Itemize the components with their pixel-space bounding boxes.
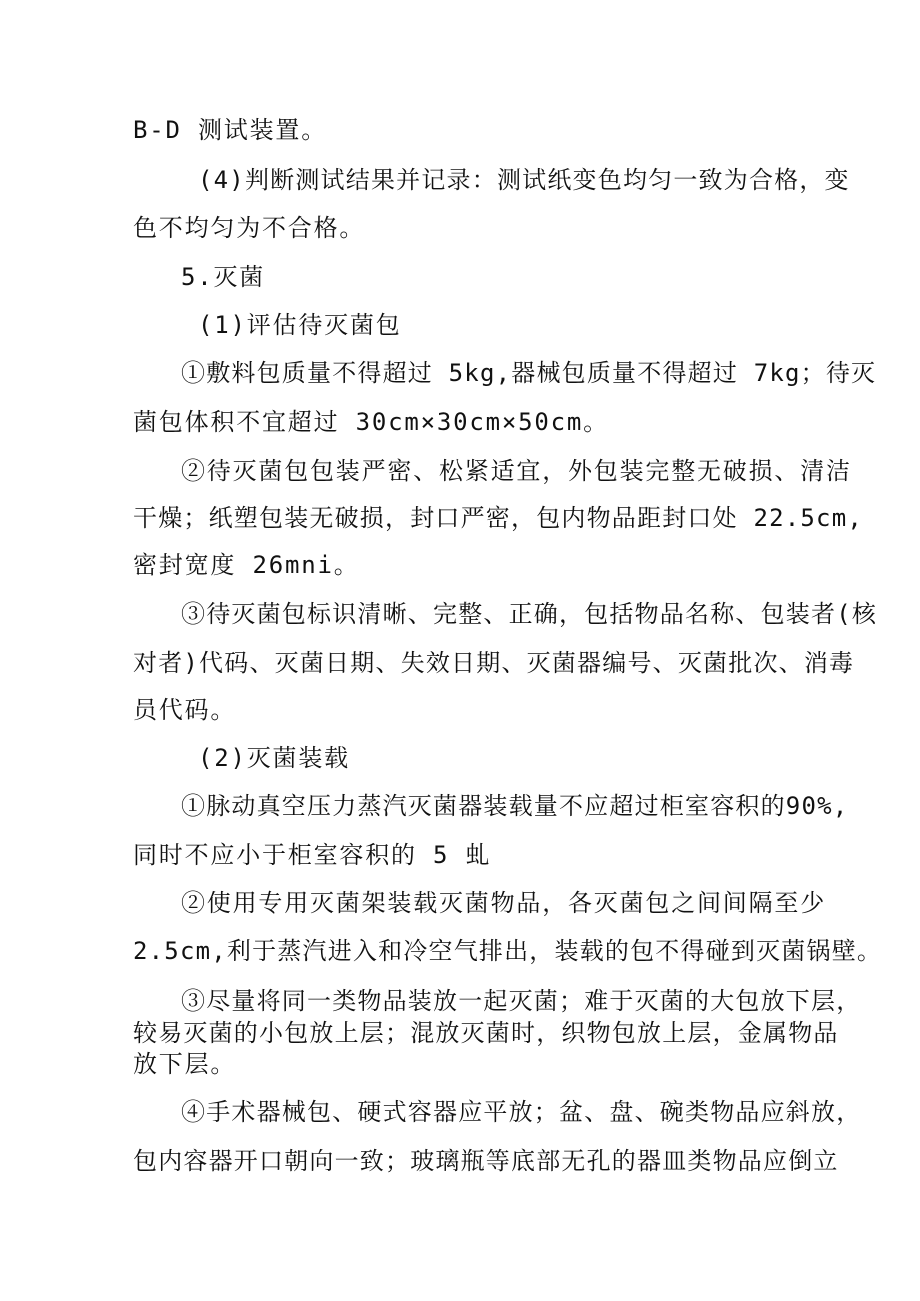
text-line-23: 包内容器开口朝向一致；玻璃瓶等底部无孔的器皿类物品应倒立 bbox=[133, 1147, 839, 1175]
subheading-1: (1)评估待灭菌包 bbox=[198, 311, 402, 339]
text-line-8: ②待灭菌包包装严密、松紧适宜，外包装完整无破损、清洁 bbox=[181, 457, 852, 485]
text-line-12: 对者)代码、灭菌日期、失效日期、灭菌器编号、灭菌批次、消毒 bbox=[133, 649, 855, 677]
text-line-16: 同时不应小于柜室容积的 5 虬 bbox=[133, 841, 492, 869]
text-line-21: 放下层。 bbox=[133, 1050, 237, 1078]
text-line-3: 色不均匀为不合格。 bbox=[133, 214, 366, 242]
text-line-15: ①脉动真空压力蒸汽灭菌器装载量不应超过柜室容积的90%, bbox=[181, 792, 849, 820]
text-line-17: ②使用专用灭菌架装载灭菌物品，各灭菌包之间间隔至少 bbox=[181, 889, 826, 917]
text-line-13: 员代码。 bbox=[133, 696, 237, 724]
text-line-6: ①敷料包质量不得超过 5kg,器械包质量不得超过 7kg；待灭 bbox=[181, 359, 877, 387]
text-line-1: B-D 测试装置。 bbox=[133, 116, 327, 144]
section-heading-5: 5.灭菌 bbox=[181, 263, 266, 291]
text-line-9: 干燥；纸塑包装无破损，封口严密，包内物品距封口处 22.5cm, bbox=[133, 504, 863, 532]
text-line-18: 2.5cm,利于蒸汽进入和冷空气排出，装载的包不得碰到灭菌锅壁。 bbox=[133, 937, 883, 965]
text-line-10: 密封宽度 26mni。 bbox=[133, 551, 360, 579]
text-line-2: (4)判断测试结果并记录：测试纸变色均匀一致为合格，变 bbox=[198, 166, 850, 194]
text-line-7: 菌包体积不宜超过 30cm×30cm×50cm。 bbox=[133, 408, 609, 436]
subheading-2: (2)灭菌装载 bbox=[198, 744, 350, 772]
text-line-11: ③待灭菌包标识清晰、完整、正确，包括物品名称、包装者(核 bbox=[181, 600, 878, 628]
text-line-19: ③尽量将同一类物品装放一起灭菌；难于灭菌的大包放下层， bbox=[181, 987, 862, 1015]
text-line-20: 较易灭菌的小包放上层；混放灭菌时，织物包放上层，金属物品 bbox=[133, 1019, 839, 1047]
text-line-22: ④手术器械包、硬式容器应平放；盆、盘、碗类物品应斜放， bbox=[181, 1098, 862, 1126]
